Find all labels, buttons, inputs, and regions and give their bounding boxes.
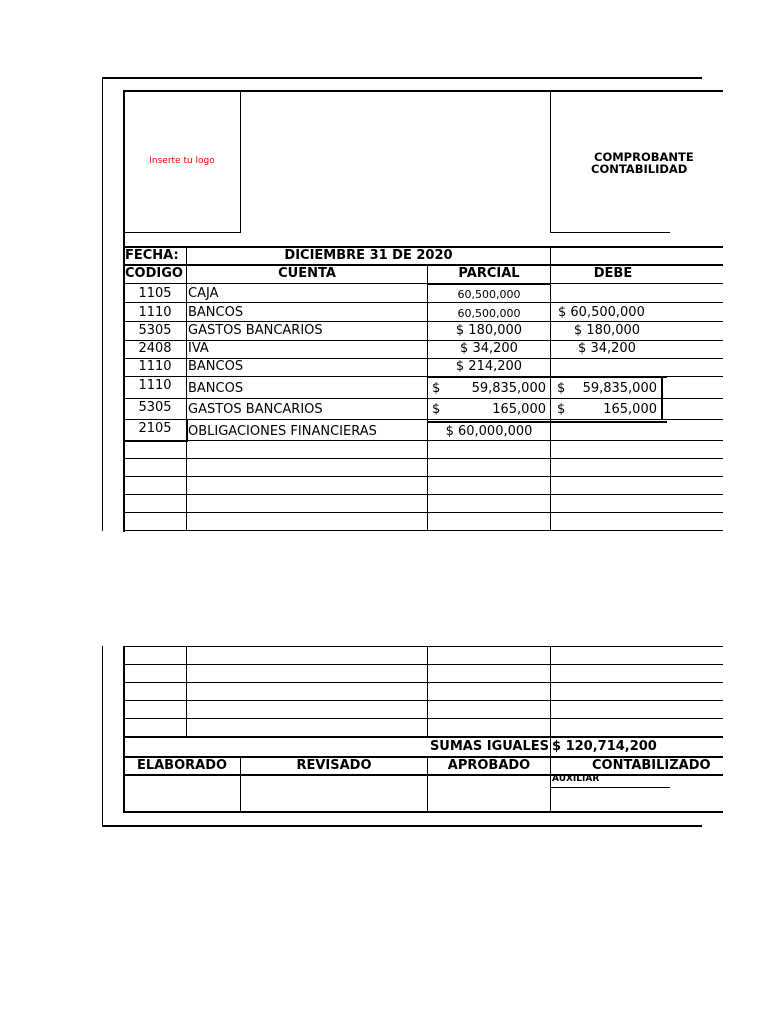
lower-row-sep — [123, 718, 723, 719]
page-frame-bottom — [102, 825, 702, 827]
row-6-parcial-symbol: $ — [432, 381, 441, 396]
header-row-bottom — [123, 283, 723, 284]
row-1-cuenta: CAJA — [188, 286, 219, 301]
row-7-cuenta: GASTOS BANCARIOS — [188, 402, 323, 417]
page-frame-top — [102, 77, 702, 79]
lower-table-left — [123, 646, 125, 813]
row-6-debe-symbol: $ — [557, 381, 566, 396]
revisado-label: REVISADO — [296, 758, 372, 773]
row-2-debe: $ 60,500,000 — [558, 305, 645, 320]
lower-row-sep — [123, 682, 723, 683]
row-3-debe: $ 180,000 — [573, 323, 641, 338]
logo-box-right — [240, 91, 241, 233]
fecha-label: FECHA: — [125, 248, 179, 263]
row-5-parcial: $ 214,200 — [455, 359, 523, 374]
row-sep — [123, 494, 723, 495]
page-frame-left-lower — [102, 646, 103, 826]
row-7-debe-symbol: $ — [557, 402, 566, 417]
header-top-border — [123, 90, 723, 92]
auxiliar-divider — [550, 787, 670, 788]
row-6-cuenta: BANCOS — [188, 381, 244, 396]
col-codigo: CODIGO — [125, 266, 183, 281]
lower-row-sep — [123, 700, 723, 701]
row-7-parcial-symbol: $ — [432, 402, 441, 417]
row-4-parcial: $ 34,200 — [460, 341, 518, 356]
title-line-2: CONTABILIDAD — [591, 162, 688, 176]
row-4-cuenta: IVA — [188, 341, 209, 356]
col-cuenta: CUENTA — [278, 266, 336, 281]
aprobado-label: APROBADO — [447, 758, 531, 773]
lower-row-sep — [123, 646, 723, 647]
auxiliar-label: AUXILIAR — [552, 774, 600, 784]
row-1-codigo: 1105 — [138, 286, 172, 301]
row-2-cuenta: BANCOS — [188, 305, 244, 320]
row-7-debe: 165,000 — [603, 402, 657, 417]
row-sep — [123, 512, 723, 513]
date-divider-right — [550, 247, 551, 265]
logo-placeholder: Inserte tu logo — [149, 156, 215, 166]
lower-col-line-1 — [186, 646, 187, 736]
col-parcial: PARCIAL — [458, 266, 520, 281]
row-sep — [123, 476, 723, 477]
logo-box-bottom — [124, 232, 241, 233]
signature-header-bottom — [123, 774, 723, 776]
row-8-cuenta: OBLIGACIONES FINANCIERAS — [188, 424, 377, 439]
row-3-cuenta: GASTOS BANCARIOS — [188, 323, 323, 338]
signature-row-bottom — [123, 811, 723, 813]
sumas-debe-total: $ 120,714,200 — [552, 739, 657, 754]
page-frame-left-upper — [102, 77, 103, 531]
col-debe: DEBE — [593, 266, 633, 281]
row-7-parcial: 165,000 — [492, 402, 546, 417]
lower-row-sep — [123, 664, 723, 665]
row-5-codigo: 1110 — [138, 359, 172, 374]
row-2-parcial: 60,500,000 — [457, 307, 521, 320]
row-6-debe: 59,835,000 — [582, 381, 657, 396]
row-4-debe: $ 34,200 — [578, 341, 636, 356]
title-box-bottom — [550, 232, 670, 233]
contabilizado-label: CONTABILIZADO — [592, 758, 711, 773]
bancos-block-right — [661, 376, 663, 420]
row-8-parcial: $ 60,000,000 — [445, 424, 533, 439]
row-6-codigo: 1110 — [138, 378, 172, 393]
row-3-codigo: 5305 — [138, 323, 172, 338]
title-line-1: COMPROBANTE — [594, 150, 694, 164]
row-2-codigo: 1110 — [138, 305, 172, 320]
sumas-divider — [550, 738, 551, 756]
row-8-codigo: 2105 — [138, 421, 172, 436]
row-6-parcial: 59,835,000 — [471, 381, 546, 396]
row-1-parcial: 60,500,000 — [457, 288, 521, 301]
row-4-codigo: 2408 — [138, 341, 172, 356]
elaborado-label: ELABORADO — [136, 758, 228, 773]
sig-col-line-3 — [550, 757, 551, 812]
row-sep — [123, 530, 723, 531]
lower-col-line-2 — [427, 646, 428, 736]
sumas-label: SUMAS IGUALES — [429, 739, 549, 754]
fecha-value: DICIEMBRE 31 DE 2020 — [284, 248, 453, 263]
row-7-codigo: 5305 — [138, 400, 172, 415]
title-box-left — [550, 91, 551, 233]
lower-col-line-3 — [550, 646, 551, 736]
row-3-parcial: $ 180,000 — [455, 323, 523, 338]
row-5-cuenta: BANCOS — [188, 359, 244, 374]
row-sep — [123, 458, 723, 459]
